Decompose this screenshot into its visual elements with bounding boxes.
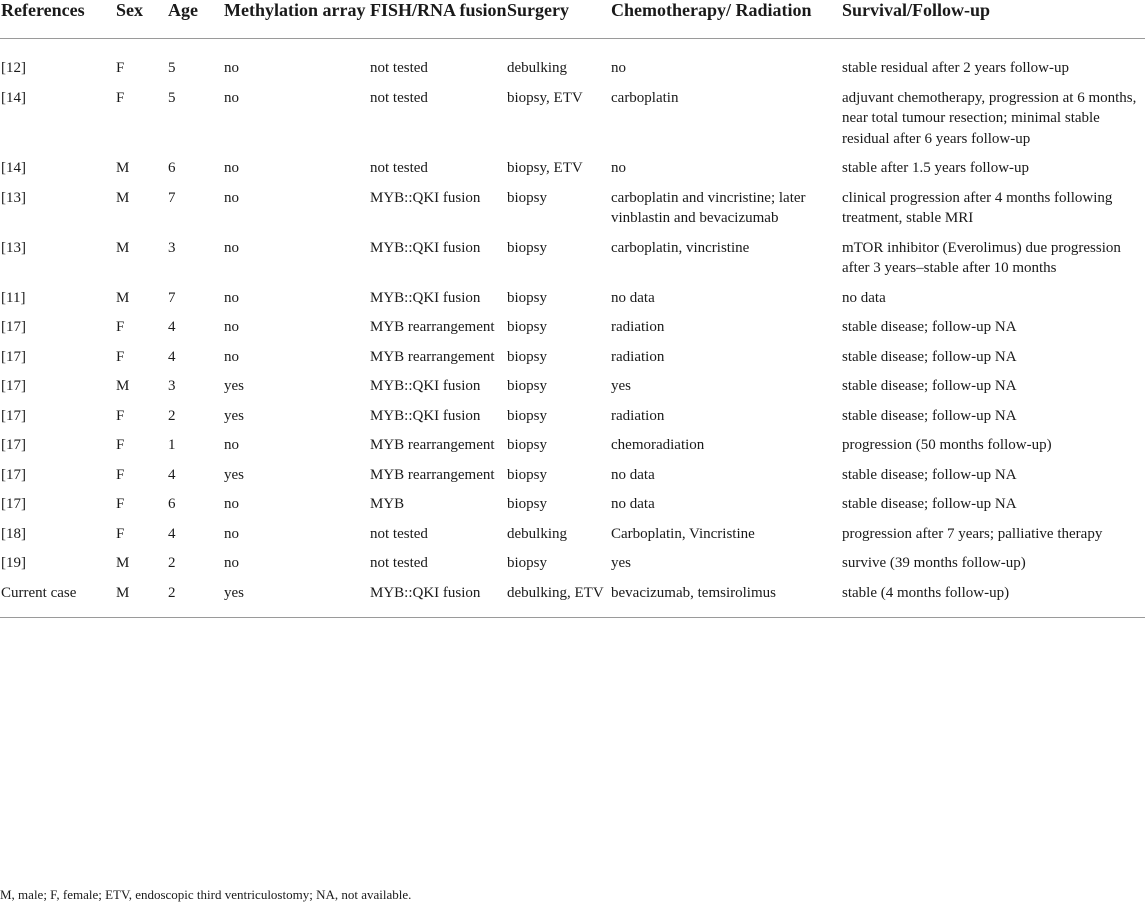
cell-survival-follow-up: stable disease; follow-up NA bbox=[842, 466, 1017, 483]
column-header-surgery: Surgery bbox=[507, 0, 611, 39]
table-header-row bbox=[0, 0, 1145, 39]
column-header-age: Age bbox=[168, 0, 224, 39]
cell-survival-follow-up: progression after 7 years; palliative therapy bbox=[842, 525, 1103, 542]
cell-chemotherapy-radiation: radiation bbox=[611, 348, 665, 365]
cell-surgery: debulking bbox=[507, 60, 567, 76]
cell-sex: F bbox=[116, 466, 125, 483]
table-row bbox=[0, 288, 1145, 318]
cell-sex: F bbox=[116, 496, 125, 512]
cell-age: 3 bbox=[168, 378, 176, 394]
table-row bbox=[0, 494, 1145, 524]
cell-surgery: biopsy bbox=[507, 555, 548, 571]
table-row bbox=[0, 465, 1145, 495]
cell-references: [17] bbox=[1, 496, 26, 512]
cell-references: [14] bbox=[1, 89, 26, 106]
cell-survival-follow-up: survive (39 months follow-up) bbox=[842, 555, 1026, 571]
cell-sex: F bbox=[116, 525, 125, 542]
table-row bbox=[0, 347, 1145, 377]
cell-references: [17] bbox=[1, 348, 26, 365]
cell-age: 7 bbox=[168, 289, 176, 306]
cell-references: [17] bbox=[1, 437, 26, 453]
cell-fish-rna-fusion: not tested bbox=[370, 525, 428, 542]
cell-fish-rna-fusion: MYB::QKI fusion bbox=[370, 407, 481, 424]
cell-surgery: debulking, ETV bbox=[507, 583, 611, 618]
cell-sex: F bbox=[116, 89, 125, 106]
cell-chemotherapy-radiation: no data bbox=[611, 289, 655, 306]
cell-surgery: biopsy bbox=[507, 466, 548, 483]
column-header-chemotherapy-radiation: Chemotherapy/ Radiation bbox=[611, 0, 842, 39]
cell-sex: F bbox=[116, 319, 125, 335]
cell-survival-follow-up: stable residual after 2 years follow-up bbox=[842, 60, 1069, 76]
cell-fish-rna-fusion: MYB rearrangement bbox=[370, 319, 495, 335]
cell-references: [14] bbox=[1, 160, 26, 176]
cell-survival-follow-up: mTOR inhibitor (Everolimus) due progression after 3 years–stable after 10 months bbox=[842, 239, 1121, 276]
cell-survival-follow-up: stable disease; follow-up NA bbox=[842, 348, 1017, 365]
cell-survival-follow-up: adjuvant chemotherapy, progression at 6 months, near total tumour resection; minimal stable residual after 6 years follow-up bbox=[842, 89, 1137, 147]
cell-age: 4 bbox=[168, 466, 176, 483]
cell-age: 2 bbox=[168, 583, 224, 618]
cell-fish-rna-fusion: not tested bbox=[370, 555, 428, 571]
cell-methylation-array: no bbox=[224, 437, 239, 453]
cell-sex: M bbox=[116, 189, 130, 206]
cell-surgery: biopsy, ETV bbox=[507, 89, 583, 106]
cell-age: 2 bbox=[168, 555, 176, 571]
table-row bbox=[0, 188, 1145, 238]
cell-methylation-array: yes bbox=[224, 378, 244, 394]
column-header-methylation-array: Methylation array bbox=[224, 0, 370, 39]
cell-surgery: biopsy bbox=[507, 378, 548, 394]
cell-references: [19] bbox=[1, 555, 26, 571]
cell-fish-rna-fusion: MYB bbox=[370, 496, 405, 512]
cell-age: 7 bbox=[168, 189, 176, 206]
cell-methylation-array: no bbox=[224, 160, 239, 176]
cell-sex: F bbox=[116, 60, 125, 76]
cell-chemotherapy-radiation: yes bbox=[611, 378, 631, 394]
cell-age: 4 bbox=[168, 319, 176, 335]
table-row bbox=[0, 553, 1145, 583]
table-row bbox=[0, 88, 1145, 159]
cell-survival-follow-up: clinical progression after 4 months following treatment, stable MRI bbox=[842, 189, 1113, 226]
cell-methylation-array: no bbox=[224, 496, 239, 512]
cell-references: [17] bbox=[1, 466, 26, 483]
cell-methylation-array: no bbox=[224, 348, 239, 365]
cell-age: 4 bbox=[168, 525, 176, 542]
cell-references: [12] bbox=[1, 60, 26, 76]
cell-age: 6 bbox=[168, 496, 176, 512]
cell-chemotherapy-radiation: no bbox=[611, 60, 626, 76]
cell-chemotherapy-radiation: radiation bbox=[611, 407, 665, 424]
cell-age: 2 bbox=[168, 407, 176, 424]
cell-surgery: debulking bbox=[507, 525, 567, 542]
cell-methylation-array: no bbox=[224, 89, 239, 106]
cell-references: [17] bbox=[1, 319, 26, 335]
cell-age: 5 bbox=[168, 60, 176, 76]
cell-fish-rna-fusion: MYB::QKI fusion bbox=[370, 239, 481, 256]
cell-fish-rna-fusion: not tested bbox=[370, 89, 428, 106]
cell-chemotherapy-radiation: Carboplatin, Vincristine bbox=[611, 525, 755, 542]
cell-methylation-array: yes bbox=[224, 466, 244, 483]
cell-references: Current case bbox=[0, 583, 116, 618]
cell-fish-rna-fusion: MYB::QKI fusion bbox=[370, 189, 481, 206]
cell-methylation-array: no bbox=[224, 319, 239, 335]
cell-sex: M bbox=[116, 239, 130, 256]
cell-references: [13] bbox=[1, 189, 26, 206]
cell-methylation-array: no bbox=[224, 60, 239, 76]
cell-survival-follow-up: stable disease; follow-up NA bbox=[842, 407, 1017, 424]
cell-chemotherapy-radiation: radiation bbox=[611, 319, 665, 335]
cell-chemotherapy-radiation: bevacizumab, temsirolimus bbox=[611, 583, 842, 618]
cell-surgery: biopsy bbox=[507, 319, 548, 335]
table-row bbox=[0, 317, 1145, 347]
column-header-survival-follow-up: Survival/Follow-up bbox=[842, 0, 1145, 39]
cell-age: 4 bbox=[168, 348, 176, 365]
cell-sex: M bbox=[116, 583, 168, 618]
cell-sex: F bbox=[116, 437, 125, 453]
table-row bbox=[0, 435, 1145, 465]
cell-sex: F bbox=[116, 407, 125, 424]
cell-references: [17] bbox=[1, 407, 26, 424]
cell-sex: M bbox=[116, 160, 130, 176]
cell-age: 3 bbox=[168, 239, 176, 256]
cell-survival-follow-up: stable disease; follow-up NA bbox=[842, 319, 1017, 335]
cell-chemotherapy-radiation: carboplatin bbox=[611, 89, 679, 106]
cell-surgery: biopsy bbox=[507, 348, 548, 365]
cell-surgery: biopsy bbox=[507, 437, 548, 453]
cell-fish-rna-fusion: MYB rearrangement bbox=[370, 466, 495, 483]
cell-methylation-array: no bbox=[224, 525, 239, 542]
cell-methylation-array: no bbox=[224, 289, 239, 306]
column-header-references: References bbox=[0, 0, 116, 39]
cell-references: [18] bbox=[1, 525, 26, 542]
cell-survival-follow-up: stable disease; follow-up NA bbox=[842, 378, 1017, 394]
column-header-fish-rna-fusion: FISH/RNA fusion bbox=[370, 0, 507, 39]
cell-sex: M bbox=[116, 289, 130, 306]
cell-methylation-array: no bbox=[224, 555, 239, 571]
cell-survival-follow-up: stable disease; follow-up NA bbox=[842, 496, 1017, 512]
cell-methylation-array: yes bbox=[224, 583, 370, 618]
cell-methylation-array: yes bbox=[224, 407, 244, 424]
table-row bbox=[0, 39, 1145, 88]
cell-chemotherapy-radiation: carboplatin, vincristine bbox=[611, 239, 750, 256]
cell-surgery: biopsy bbox=[507, 239, 548, 256]
cell-chemotherapy-radiation: chemoradiation bbox=[611, 437, 705, 453]
table-body bbox=[0, 39, 1145, 618]
cell-references: [13] bbox=[1, 239, 26, 256]
cell-surgery: biopsy, ETV bbox=[507, 160, 583, 176]
cell-survival-follow-up: stable (4 months follow-up) bbox=[842, 583, 1145, 618]
cell-fish-rna-fusion: MYB::QKI fusion bbox=[370, 583, 507, 618]
cell-methylation-array: no bbox=[224, 189, 239, 206]
cell-chemotherapy-radiation: no data bbox=[611, 466, 655, 483]
table-row bbox=[0, 583, 1145, 618]
cell-survival-follow-up: no data bbox=[842, 289, 886, 306]
cell-fish-rna-fusion: MYB::QKI fusion bbox=[370, 378, 481, 394]
cell-methylation-array: no bbox=[224, 239, 239, 256]
cell-age: 6 bbox=[168, 160, 176, 176]
cell-sex: F bbox=[116, 348, 125, 365]
table-row bbox=[0, 406, 1145, 436]
cell-age: 1 bbox=[168, 437, 176, 453]
cell-fish-rna-fusion: MYB::QKI fusion bbox=[370, 289, 481, 306]
cell-age: 5 bbox=[168, 89, 176, 106]
cell-surgery: biopsy bbox=[507, 189, 548, 206]
cell-chemotherapy-radiation: no bbox=[611, 160, 626, 176]
cell-fish-rna-fusion: MYB rearrangement bbox=[370, 348, 495, 365]
table-row bbox=[0, 158, 1145, 188]
table-footnote: M, male; F, female; ETV, endoscopic third ventriculostomy; NA, not available. bbox=[0, 887, 412, 902]
cell-fish-rna-fusion: MYB rearrangement bbox=[370, 437, 495, 453]
cell-fish-rna-fusion: not tested bbox=[370, 60, 428, 76]
cell-surgery: biopsy bbox=[507, 496, 548, 512]
table-row bbox=[0, 238, 1145, 288]
cell-sex: M bbox=[116, 378, 130, 394]
cell-survival-follow-up: progression (50 months follow-up) bbox=[842, 437, 1052, 453]
cell-chemotherapy-radiation: yes bbox=[611, 555, 631, 571]
cell-references: [11] bbox=[1, 289, 26, 306]
cell-chemotherapy-radiation: no data bbox=[611, 496, 655, 512]
cell-chemotherapy-radiation: carboplatin and vincristine; later vinblastin and bevacizumab bbox=[611, 189, 806, 226]
table-row bbox=[0, 376, 1145, 406]
cell-references: [17] bbox=[1, 378, 26, 394]
cell-survival-follow-up: stable after 1.5 years follow-up bbox=[842, 160, 1030, 176]
cell-fish-rna-fusion: not tested bbox=[370, 160, 428, 176]
cell-sex: M bbox=[116, 555, 130, 571]
cell-surgery: biopsy bbox=[507, 289, 548, 306]
cell-surgery: biopsy bbox=[507, 407, 548, 424]
table-row bbox=[0, 524, 1145, 554]
column-header-sex: Sex bbox=[116, 0, 168, 39]
